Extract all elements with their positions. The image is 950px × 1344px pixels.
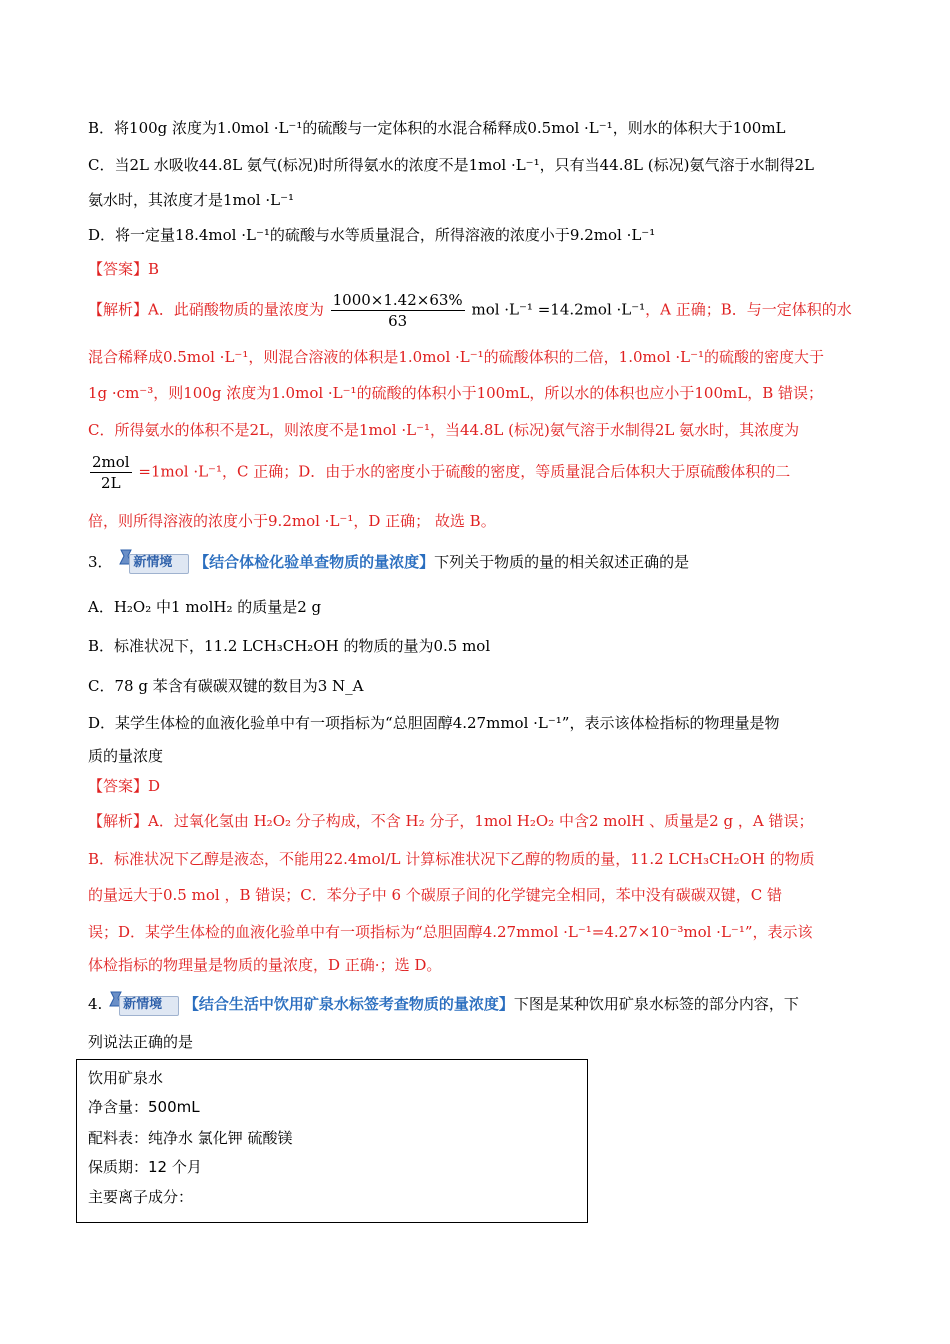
question-4-stem bbox=[88, 994, 799, 1016]
fraction-denominator: 2L bbox=[101, 474, 121, 492]
label-net-content: 净含量：500mL bbox=[88, 1098, 200, 1116]
fraction-numerator: 2mol bbox=[92, 453, 130, 471]
question-3-number: 3． bbox=[88, 553, 113, 571]
analysis-1-line-6: 倍，则所得溶液的浓度小于9.2mol ·L⁻¹，D 正确； 故选 B。 bbox=[88, 512, 496, 530]
analysis-1-line-5-text: =1mol ·L⁻¹，C 正确；D．由于水的密度小于硫酸的密度，等质量混合后体积大于原硫酸体积的二 bbox=[138, 462, 791, 481]
question-4-text-line-2: 列说法正确的是 bbox=[88, 1033, 194, 1051]
analysis-1-prefix: 【解析】A．此硝酸物质的量浓度为 bbox=[88, 300, 324, 319]
new-context-badge bbox=[117, 552, 189, 574]
question-3-stem bbox=[88, 552, 689, 574]
analysis-3-line-4: 误；D．某学生体检的血液化验单中有一项指标为“总胆固醇4.27mmol ·L⁻¹=4.27×10⁻³mol ·L⁻¹”，表示该 bbox=[88, 923, 813, 941]
analysis-1-suffix: ，A 正确；B．与一定体积的水 bbox=[645, 300, 852, 319]
fraction-numerator: 1000×1.42×63% bbox=[332, 291, 463, 309]
fraction-denominator: 63 bbox=[388, 312, 408, 330]
fraction-2mol-2L bbox=[90, 452, 132, 493]
q3-option-d-line-1: D．某学生体检的血液化验单中有一项指标为“总胆固醇4.27mmol ·L⁻¹”，表示该体检指标的物理量是物 bbox=[88, 714, 780, 732]
analysis-3-line-3: 的量远大于0.5 mol ，B 错误；C．苯分子中 6 个碳原子间的化学键完全相同，苯中没有碳碳双键，C 错 bbox=[88, 886, 783, 904]
q3-option-b: B．标准状况下，11.2 LCH₃CH₂OH 的物质的量为0.5 mol bbox=[88, 637, 491, 655]
label-shelf-life: 保质期：12 个月 bbox=[88, 1158, 202, 1176]
analysis-1-line-4: C．所得氨水的体积不是2L，则浓度不是1mol ·L⁻¹，当44.8L (标况)氨气溶于水制得2L 氨水时，其浓度为 bbox=[88, 421, 800, 439]
answer-1: 【答案】B bbox=[88, 260, 160, 278]
label-ingredients: 配料表：纯净水 氯化钾 硫酸镁 bbox=[88, 1129, 293, 1147]
analysis-1-line-3: 1g ·cm⁻³，则100g 浓度为1.0mol ·L⁻¹的硫酸的体积小于100mL，所以水的体积也应小于100mL，B 错误； bbox=[88, 384, 823, 402]
analysis-3-line-2: B．标准状况下乙醇是液态，不能用22.4mol/L 计算标准状况下乙醇的物质的量，11.2 LCH₃CH₂OH 的物质 bbox=[88, 850, 815, 868]
label-product-name: 饮用矿泉水 bbox=[88, 1069, 164, 1087]
question-4-number: 4. bbox=[88, 995, 103, 1013]
q3-option-c: C．78 g 苯含有碳碳双键的数目为3 N_A bbox=[88, 677, 364, 695]
q3-option-d-line-2: 质的量浓度 bbox=[88, 747, 164, 765]
analysis-1-unit: mol ·L⁻¹ =14.2mol ·L⁻¹ bbox=[471, 300, 646, 319]
analysis-1-line-2: 混合稀释成0.5mol ·L⁻¹，则混合溶液的体积是1.0mol ·L⁻¹的硫酸体积的二倍，1.0mol ·L⁻¹的硫酸的密度大于 bbox=[88, 348, 825, 366]
new-context-badge bbox=[107, 994, 179, 1016]
analysis-1-line-1 bbox=[88, 290, 852, 331]
question-3-text: 下列关于物质的量的相关叙述正确的是 bbox=[434, 553, 690, 571]
question-4-topic: 【结合生活中饮用矿泉水标签考查物质的量浓度】 bbox=[183, 995, 514, 1013]
q3-option-a: A．H₂O₂ 中1 molH₂ 的质量是2 g bbox=[88, 598, 322, 616]
option-c-line-1: C．当2L 水吸收44.8L 氨气(标况)时所得氨水的浓度不是1mol ·L⁻¹，只有当44.8L (标况)氨气溶于水制得2L bbox=[88, 156, 814, 174]
analysis-1-line-5 bbox=[88, 452, 790, 493]
label-ion-components: 主要离子成分： bbox=[88, 1188, 194, 1206]
question-4-text: 下图是某种饮用矿泉水标签的部分内容，下 bbox=[513, 995, 799, 1013]
option-b-line: B．将100g 浓度为1.0mol ·L⁻¹的硫酸与一定体积的水混合稀释成0.5mol ·L⁻¹，则水的体积大于100mL bbox=[88, 119, 786, 137]
fraction-density bbox=[331, 290, 465, 331]
analysis-3-line-1: 【解析】A．过氧化氢由 H₂O₂ 分子构成，不含 H₂ 分子，1mol H₂O₂ 中含2 molH 、质量是2 g ，A 错误； bbox=[88, 812, 814, 830]
answer-3: 【答案】D bbox=[88, 777, 161, 795]
analysis-3-line-5: 体检指标的物理量是物质的量浓度，D 正确·；选 D。 bbox=[88, 956, 442, 974]
option-d-line: D．将一定量18.4mol ·L⁻¹的硫酸与水等质量混合，所得溶液的浓度小于9.2mol ·L⁻¹ bbox=[88, 226, 656, 244]
question-3-topic: 【结合体检化验单查物质的量浓度】 bbox=[194, 553, 435, 571]
badge-label: 新情境 bbox=[123, 997, 163, 1012]
option-c-line-2: 氨水时，其浓度才是1mol ·L⁻¹ bbox=[88, 191, 295, 209]
badge-label: 新情境 bbox=[133, 555, 173, 570]
